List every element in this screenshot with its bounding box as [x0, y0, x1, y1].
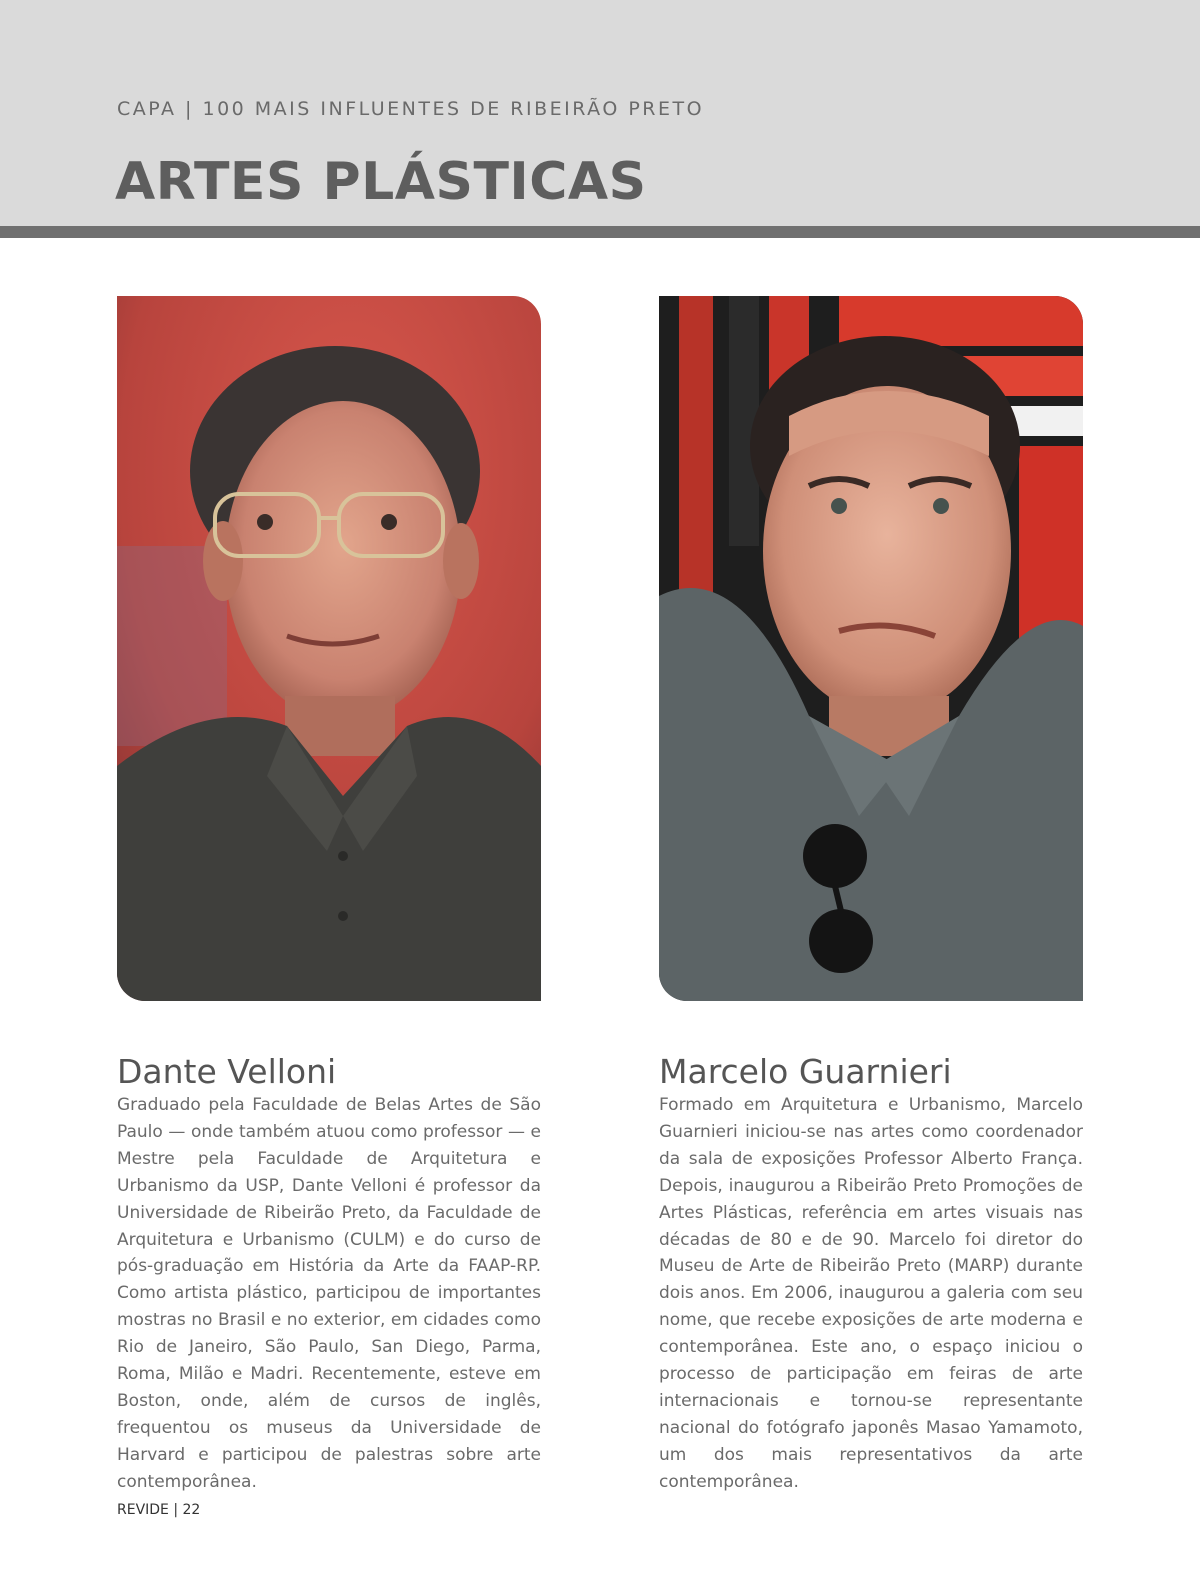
page-title: ARTES PLÁSTICAS: [115, 152, 647, 212]
page-folio: REVIDE | 22: [117, 1502, 201, 1518]
profile-marcelo-guarnieri: [659, 1052, 1083, 1496]
header-divider: [0, 226, 1200, 238]
portrait-photo-marcelo-guarnieri: [659, 296, 1083, 1001]
profile-name: Marcelo Guarnieri: [659, 1052, 952, 1091]
portrait-photo-dante-velloni: [117, 296, 541, 1001]
profile-bio: Formado em Arquitetura e Urbanismo, Marcelo Guarnieri iniciou-se nas artes como coordenador da sala de exposições Professor Alberto França. Depois, inaugurou a Ribeirão Preto Promoções de Artes Plásticas, referência em artes visuais nas décadas de 80 e de 90. Marcelo foi diretor do Museu de Arte de Ribeirão Preto (MARP) durante dois anos. Em 2006, inaugurou a galeria com seu nome, que recebe exposições de arte moderna e contemporânea. Este ano, o espaço iniciou o processo de participação em feiras de arte internacionais e tornou-se representante nacional do fotógrafo japonês Masao Yamamoto, um dos mais representativos da arte contemporânea.: [659, 1095, 1083, 1492]
profile-name: Dante Velloni: [117, 1052, 337, 1091]
profile-dante-velloni: [117, 1052, 541, 1496]
section-kicker: CAPA | 100 MAIS INFLUENTES DE RIBEIRÃO PRETO: [117, 98, 705, 120]
profile-bio: Graduado pela Faculdade de Belas Artes de São Paulo — onde também atuou como professor — e Mestre pela Faculdade de Arquitetura e Urbanismo da USP, Dante Velloni é professor da Universidade de Ribeirão Preto, da Faculdade de Arquitetura e Urbanismo (CULM) e do curso de pós-graduação em História da Arte da FAAP-RP. Como artista plástico, participou de importantes mostras no Brasil e no exterior, em cidades como Rio de Janeiro, São Paulo, San Diego, Parma, Roma, Milão e Madri. Recentemente, esteve em Boston, onde, além de cursos de inglês, frequentou os museus da Universidade de Harvard e participou de palestras sobre arte contemporânea.: [117, 1095, 541, 1492]
